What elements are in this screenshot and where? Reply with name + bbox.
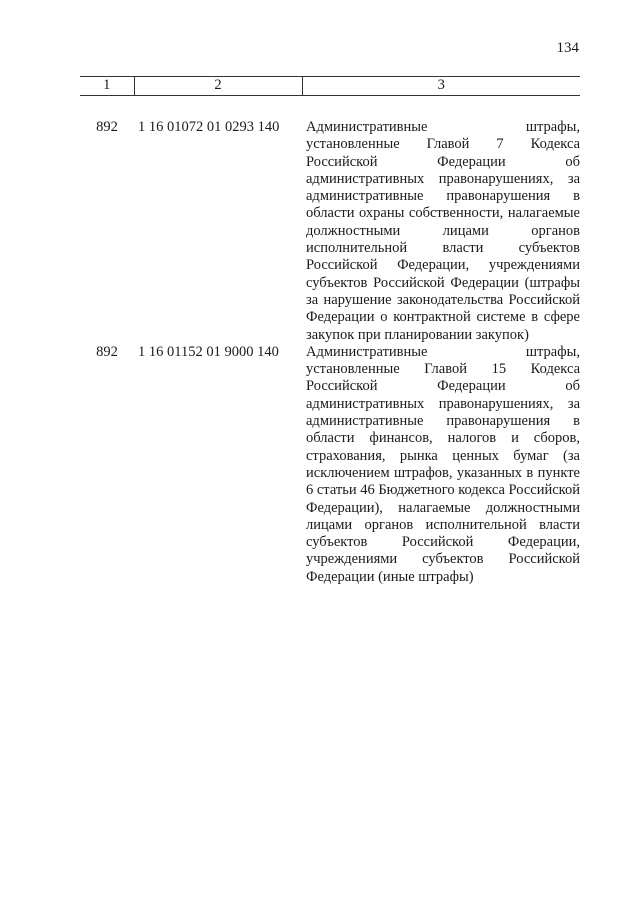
- kbk-code-cell: 1 16 01152 01 9000 140: [138, 343, 279, 360]
- column-header-3: 3: [302, 77, 580, 96]
- column-header-1: 1: [80, 77, 134, 96]
- kbk-code-cell: 1 16 01072 01 0293 140: [138, 119, 280, 135]
- table-row: [80, 96, 580, 344]
- description-cell: Административные штрафы, установленные Главой 7 Кодекса Российской Федерации об административных правонарушениях, за административные правонарушения в области охраны собственности, налагаемые должностными лицами органов исполнительной власти субъектов Российской Федерации, учреждениями субъектов Российской Федерации (штрафы за нарушение законодательства Российской Федерации о контрактной системе в сфере закупок при планировании закупок): [306, 119, 580, 343]
- table-row: [80, 344, 580, 586]
- admin-code-cell: 892: [96, 119, 118, 135]
- admin-code-cell: 892: [96, 343, 118, 360]
- budget-codes-table: [80, 76, 580, 586]
- column-header-2: 2: [134, 77, 302, 96]
- table-header-row: [80, 77, 580, 96]
- description-cell: Административные штрафы, установленные Главой 15 Кодекса Российской Федерации об административных правонарушениях, за административные правонарушения в области финансов, налогов и сборов, страхования, рынка ценных бумаг (за исключением штрафов, указанных в пункте 6 статьи 46 Бюджетного кодекса Российской Федерации), налагаемые должностными лицами органов исполнительной власти субъектов Российской Федерации, учреждениями субъектов Российской Федерации (иные штрафы): [306, 343, 580, 585]
- page-number: 134: [556, 40, 579, 56]
